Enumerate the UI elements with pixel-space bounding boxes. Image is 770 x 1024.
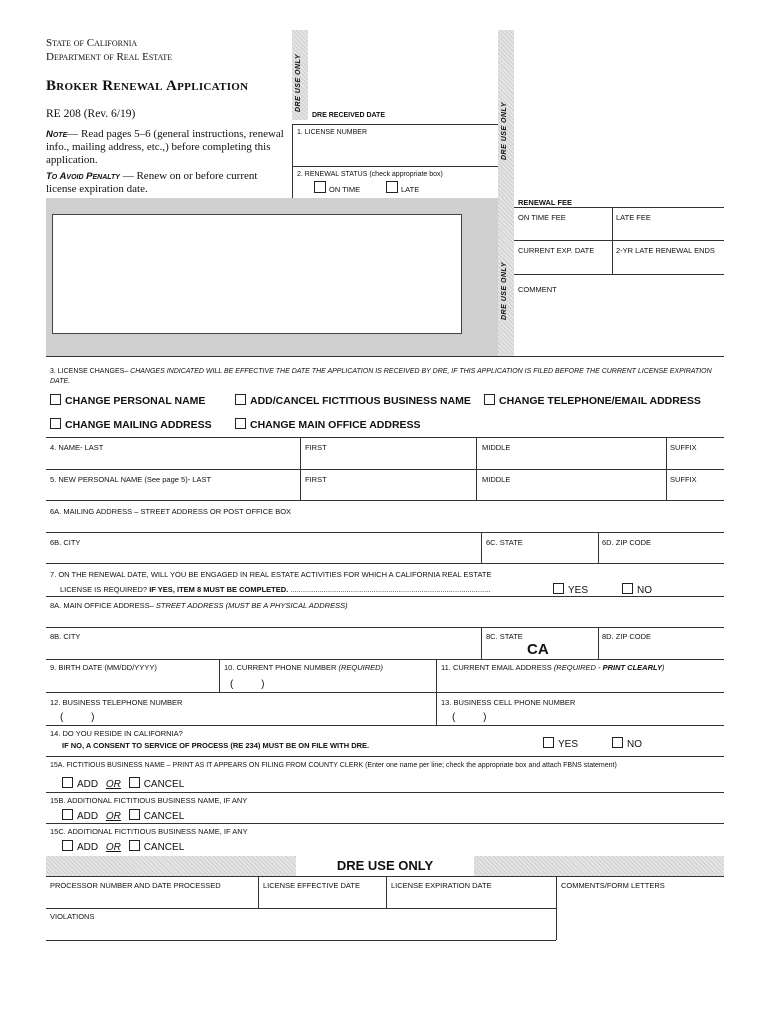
dre-use-only-label-2: DRE USE ONLY (501, 102, 508, 160)
business-phone-label: 12. BUSINESS TELEPHONE NUMBER (50, 698, 183, 707)
dre-received-date-label: DRE RECEIVED DATE (312, 112, 385, 119)
new-middle-name-field[interactable]: MIDDLE (482, 475, 511, 484)
late-fee-label: LATE FEE (616, 213, 651, 222)
on-time-checkbox[interactable] (314, 181, 360, 194)
dre-use-only-label-1: DRE USE ONLY (295, 54, 302, 112)
first-name-field[interactable]: FIRST (305, 443, 327, 452)
zip-6d-field[interactable]: 6D. ZIP CODE (602, 538, 652, 547)
form-title: Broker Renewal Application (46, 78, 249, 94)
late-checkbox[interactable] (386, 181, 419, 194)
change-telephone-email-label: CHANGE TELEPHONE/EMAIL ADDRESS (499, 395, 701, 407)
on-time-label: ON TIME (329, 185, 361, 194)
mailing-label-box[interactable] (52, 214, 462, 334)
fictitious-15b-options[interactable]: ADD OR CANCEL (62, 809, 184, 822)
change-mailing-address-label: CHANGE MAILING ADDRESS (65, 419, 212, 431)
current-phone-field[interactable]: ( ) (230, 679, 265, 690)
license-changes-label: 3. LICENSE CHANGES (50, 368, 125, 375)
question-7-line2: LICENSE IS REQUIRED? IF YES, ITEM 8 MUST BE COMPLETED. ................................................................................................ (60, 585, 491, 594)
current-email-label: 11. CURRENT EMAIL ADDRESS (REQUIRED - PRINT CLEARLY) (441, 663, 665, 672)
business-phone-field[interactable]: ( ) (60, 712, 95, 723)
business-cell-label: 13. BUSINESS CELL PHONE NUMBER (441, 698, 576, 707)
change-main-office-option[interactable] (235, 418, 421, 431)
penalty-paragraph (46, 170, 286, 196)
q14-yes-checkbox[interactable]: YES (543, 737, 578, 750)
mailing-address-field[interactable]: 6A. MAILING ADDRESS – STREET ADDRESS OR POST OFFICE BOX (50, 507, 292, 516)
department-name: Department of Real Estate (46, 51, 173, 63)
name-last-field[interactable]: 4. NAME- LAST (50, 443, 104, 452)
fictitious-15b-label: 15B. ADDITIONAL FICTITIOUS BUSINESS NAME, IF ANY (50, 796, 248, 805)
q7-no-checkbox[interactable]: NO (622, 583, 652, 596)
change-mailing-address-option[interactable] (50, 418, 212, 431)
question-7-line1: 7. ON THE RENEWAL DATE, WILL YOU BE ENGAGED IN REAL ESTATE ACTIVITIES FOR WHICH A CALIFORNIA REAL ESTATE (50, 570, 492, 579)
question-14-note: IF NO, A CONSENT TO SERVICE OF PROCESS (RE 234) MUST BE ON FILE WITH DRE. (62, 741, 370, 750)
note-text: — Read pages 5–6 (general instructions, renewal info., mailing address, etc.,) before completing this application. (46, 128, 284, 166)
middle-name-field[interactable]: MIDDLE (482, 443, 511, 452)
violations-label: VIOLATIONS (50, 912, 95, 921)
comment-label: COMMENT (518, 285, 557, 294)
license-changes-note (50, 367, 724, 387)
change-personal-name-option[interactable] (50, 394, 205, 407)
fictitious-15a-label: 15A. FICTITIOUS BUSINESS NAME – PRINT AS IT APPEARS ON FILING FROM COUNTY CLERK (Enter one name per line; check the appropriate box and attach FBNS statement) (50, 762, 617, 769)
fictitious-15c-label: 15C. ADDITIONAL FICTITIOUS BUSINESS NAME, IF ANY (50, 827, 248, 836)
change-telephone-email-option[interactable] (484, 394, 701, 407)
late-renewal-ends-label: 2-YR LATE RENEWAL ENDS (616, 246, 715, 255)
new-name-last-field[interactable]: 5. NEW PERSONAL NAME (See page 5)- LAST (50, 475, 212, 484)
new-first-name-field[interactable]: FIRST (305, 475, 327, 484)
city-6b-field[interactable]: 6B. CITY (50, 538, 81, 547)
penalty-label: To Avoid Penalty (46, 171, 120, 182)
state-8c-label: 8C. STATE (486, 632, 523, 641)
q7-yes-checkbox[interactable]: YES (553, 583, 588, 596)
new-suffix-field[interactable]: SUFFIX (670, 475, 697, 484)
change-personal-name-label: CHANGE PERSONAL NAME (65, 395, 206, 407)
late-label: LATE (401, 185, 420, 194)
state-8c-value: CA (527, 641, 549, 658)
license-expiration-date-label: LICENSE EXPIRATION DATE (391, 881, 492, 890)
current-phone-label: 10. CURRENT PHONE NUMBER (REQUIRED) (224, 663, 384, 672)
comments-form-letters-label: COMMENTS/FORM LETTERS (561, 881, 665, 890)
zip-8d-field[interactable]: 8D. ZIP CODE (602, 632, 652, 641)
current-exp-date-label: CURRENT EXP. DATE (518, 246, 595, 255)
license-number-label: 1. LICENSE NUMBER (297, 129, 368, 136)
state-6c-field[interactable]: 6C. STATE (486, 538, 523, 547)
question-14: 14. DO YOU RESIDE IN CALIFORNIA? (50, 729, 183, 738)
business-cell-field[interactable]: ( ) (452, 712, 487, 723)
renewal-fee-label: RENEWAL FEE (518, 198, 573, 207)
on-time-fee-label: ON TIME FEE (518, 213, 566, 222)
note-paragraph (46, 128, 286, 167)
penalty-text: — Renew on or before current license expiration date. (46, 170, 258, 195)
fictitious-15c-options[interactable]: ADD OR CANCEL (62, 840, 184, 853)
q14-no-checkbox[interactable]: NO (612, 737, 642, 750)
license-effective-date-label: LICENSE EFFECTIVE DATE (263, 881, 360, 890)
suffix-field[interactable]: SUFFIX (670, 443, 697, 452)
note-label: Note (46, 129, 68, 140)
add-cancel-fictitious-label: ADD/CANCEL FICTITIOUS BUSINESS NAME (250, 395, 471, 407)
license-changes-text: – CHANGES INDICATED WILL BE EFFECTIVE THE DATE THE APPLICATION IS RECEIVED BY DRE, IF THIS APPLICATION IS FILED BEFORE THE CURRENT LICENSE EXPIRATION DATE. (50, 368, 712, 385)
main-office-address-field[interactable]: 8A. MAIN OFFICE ADDRESS– STREET ADDRESS (MUST BE A PHYSICAL ADDRESS) (50, 601, 348, 610)
dre-use-only-label-3: DRE USE ONLY (501, 262, 508, 320)
renewal-status-label: 2. RENEWAL STATUS (check appropriate box) (297, 171, 443, 178)
form-number: RE 208 (Rev. 6/19) (46, 108, 136, 120)
dre-use-only-title: DRE USE ONLY (296, 856, 474, 876)
birth-date-field[interactable]: 9. BIRTH DATE (MM/DD/YYYY) (50, 663, 157, 672)
processor-number-label: PROCESSOR NUMBER AND DATE PROCESSED (50, 881, 221, 890)
add-cancel-fictitious-option[interactable] (235, 394, 471, 407)
fictitious-15a-options[interactable]: ADD OR CANCEL (62, 777, 184, 790)
change-main-office-label: CHANGE MAIN OFFICE ADDRESS (250, 419, 421, 431)
city-8b-field[interactable]: 8B. CITY (50, 632, 81, 641)
state-name: State of California (46, 37, 138, 49)
